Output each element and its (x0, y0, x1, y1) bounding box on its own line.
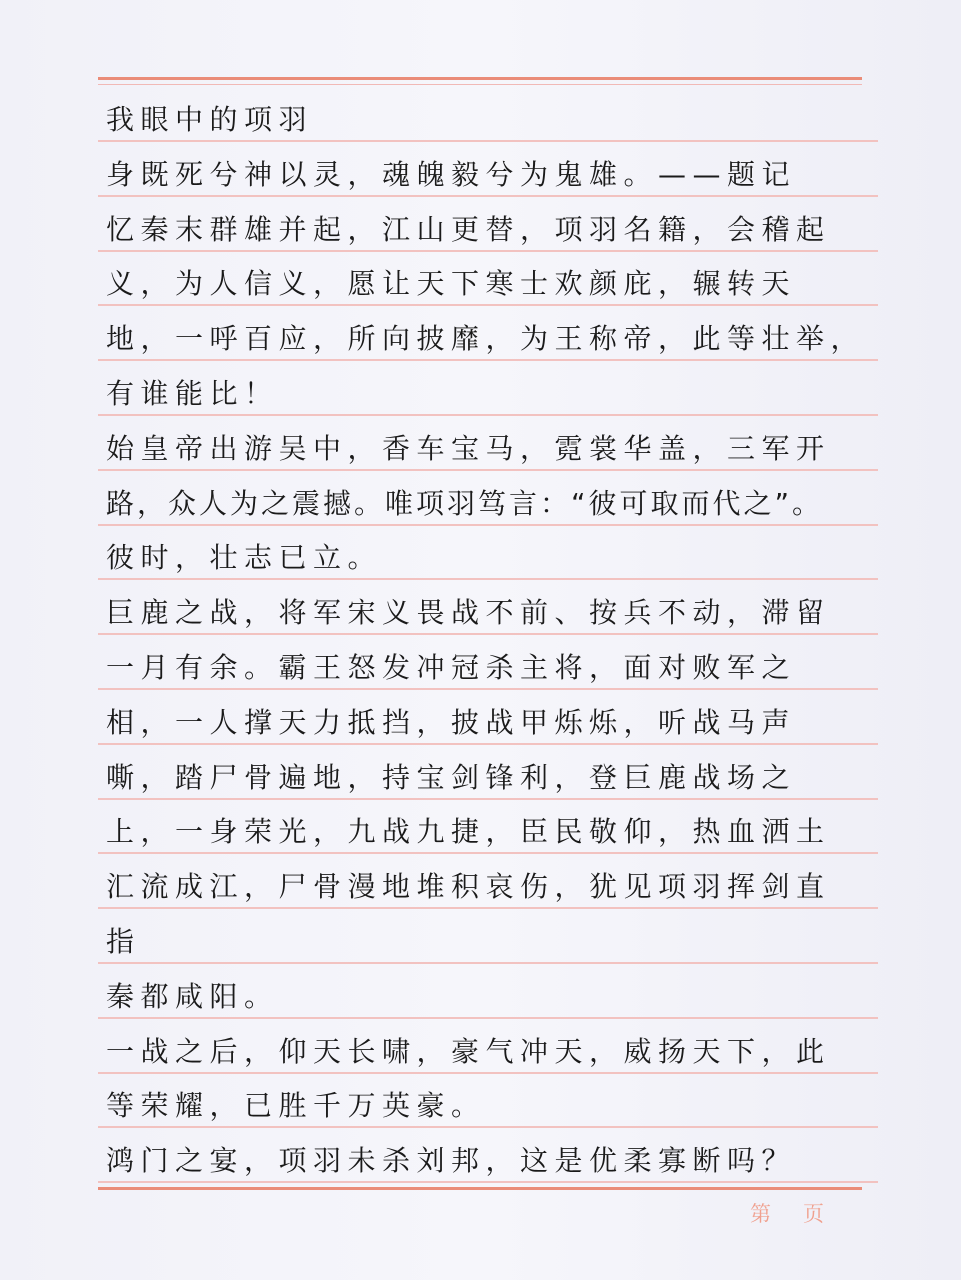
line-text: 嘶，踏尸骨遍地，持宝剑锋利，登巨鹿战场之 (106, 760, 797, 794)
text-line (98, 1019, 878, 1074)
page-number-label (750, 1198, 824, 1228)
line-text: 相，一人撑天力抵挡，披战甲烁烁，听战马声 (106, 705, 797, 739)
line-text: 始皇帝出游吴中，香车宝马，霓裳华盖，三军开 (106, 431, 831, 465)
text-line (98, 909, 878, 964)
bottom-rule-thick (98, 1187, 862, 1190)
text-line (98, 361, 878, 416)
text-line (98, 526, 878, 581)
line-text: 义，为人信义，愿让天下寒士欢颜庇，辗转天 (106, 267, 797, 301)
text-line (98, 142, 878, 197)
page-label-prefix: 第 (750, 1202, 771, 1226)
top-rule-thick (98, 77, 862, 80)
text-line (98, 800, 878, 855)
text-line (98, 1074, 878, 1129)
essay-title: 我眼中的项羽 (106, 103, 314, 136)
line-text: 身既死兮神以灵，魂魄毅兮为鬼雄。——题记 (106, 157, 797, 191)
line-text: 汇流成江，尸骨漫地堆积哀伤，犹见项羽挥剑直 (106, 870, 831, 904)
text-line (98, 1128, 878, 1183)
text-line (98, 252, 878, 307)
essay-title-row (98, 84, 878, 142)
page-label-suffix: 页 (803, 1202, 824, 1226)
line-text: 秦都咸阳。 (106, 979, 279, 1013)
text-line (98, 416, 878, 471)
line-text: 巨鹿之战，将军宋义畏战不前、按兵不动，滞留 (106, 596, 831, 630)
text-line (98, 306, 878, 361)
line-text: 上，一身荣光，九战九捷，臣民敬仰，热血洒土 (106, 815, 831, 849)
line-text: 彼时，壮志已立。 (106, 541, 383, 575)
line-text: 指 (106, 924, 141, 958)
text-line (98, 580, 878, 635)
line-text: 一月有余。霸王怒发冲冠杀主将，面对败军之 (106, 650, 797, 684)
text-line (98, 854, 878, 909)
text-line (98, 635, 878, 690)
line-text: 一战之后，仰天长啸，豪气冲天，威扬天下，此 (106, 1034, 831, 1068)
text-line (98, 690, 878, 745)
text-line (98, 745, 878, 800)
line-text: 地，一呼百应，所向披靡，为王称帝，此等壮举， (106, 322, 866, 356)
text-line (98, 964, 878, 1019)
line-text: 等荣耀，已胜千万英豪。 (106, 1089, 486, 1123)
text-line (98, 197, 878, 252)
handwritten-essay (98, 84, 878, 1183)
line-text: 忆秦末群雄并起，江山更替，项羽名籍，会稽起 (106, 212, 831, 246)
line-text: 有谁能比！ (106, 376, 279, 410)
line-text: 鸿门之宴，项羽未杀刘邦，这是优柔寡断吗？ (106, 1144, 797, 1178)
text-line (98, 471, 878, 526)
line-text: 路，众人为之震撼。唯项羽笃言：“彼可取而代之”。 (106, 486, 824, 520)
